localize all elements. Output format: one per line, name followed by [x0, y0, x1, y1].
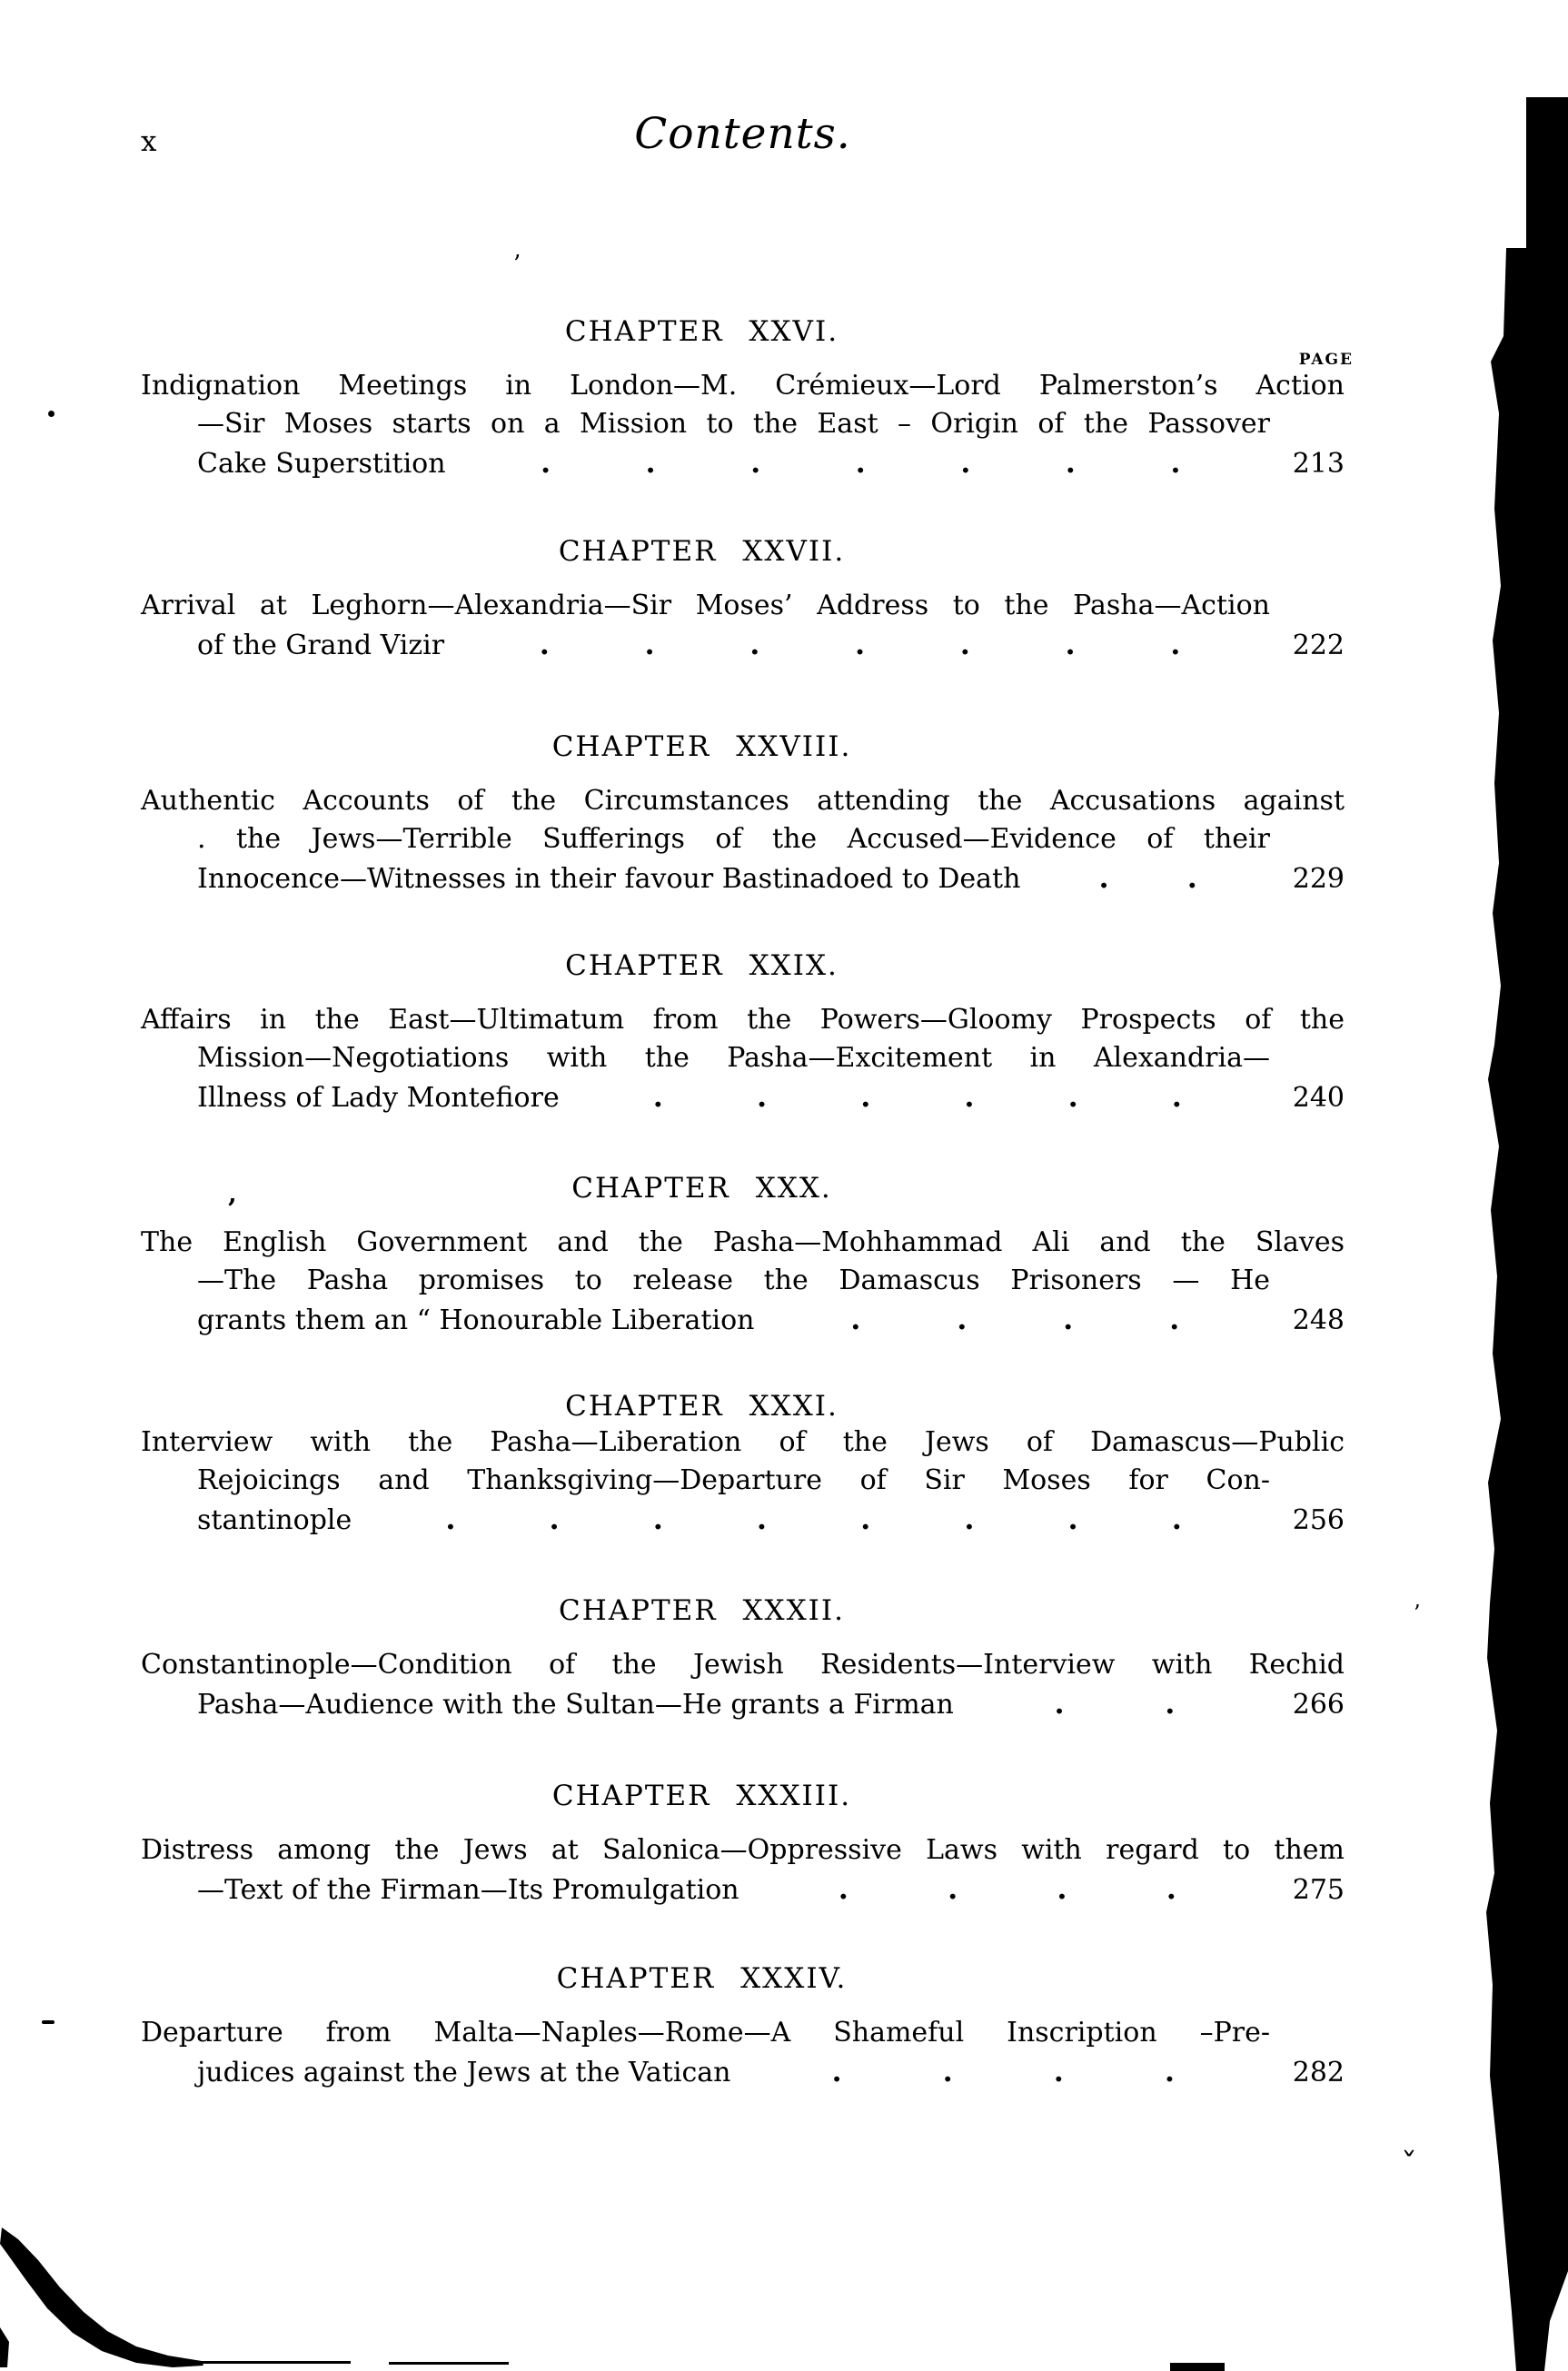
- toc-section: [141, 1779, 1345, 1910]
- scan-line-bottom: [389, 2362, 509, 2365]
- toc-section: [141, 1961, 1345, 2092]
- leader-dots: . . . . . .: [652, 1079, 1182, 1114]
- page-number: 213: [1292, 448, 1345, 480]
- scan-apostrophe-mark: ’: [227, 1194, 237, 1225]
- toc-entry-text: Illness of Lady Montefiore: [197, 1082, 560, 1114]
- scan-speck-left-margin: [42, 2020, 55, 2024]
- toc-entry-line: Mission—Negotiations with the Pasha—Excitement in Alexandria—: [197, 1042, 1270, 1074]
- page-number: 256: [1292, 1504, 1345, 1536]
- chapter-heading: CHAPTER XXXII.: [558, 1594, 846, 1627]
- leader-dots: . .: [1054, 1686, 1176, 1721]
- toc-entry: [141, 367, 1345, 483]
- scan-smudge-bottom-left: [0, 2217, 209, 2371]
- chapter-heading: CHAPTER XXVII.: [558, 535, 846, 568]
- chapter-heading: CHAPTER XXXIII.: [551, 1780, 852, 1812]
- toc-entry-last-line: [141, 1300, 1345, 1340]
- scan-caron-mark: ˇ: [1401, 2148, 1417, 2185]
- leader-dots: . . . . . . .: [540, 445, 1181, 480]
- scan-apostrophe-mark: ’: [1414, 1601, 1421, 1626]
- page-number: 266: [1292, 1689, 1345, 1721]
- toc-entry: [141, 2014, 1345, 2092]
- toc-entry-last-line: [141, 625, 1345, 665]
- toc-entry: [141, 1646, 1345, 1724]
- toc-entry-last-line: [141, 1500, 1345, 1540]
- page-number: 275: [1292, 1874, 1345, 1906]
- leader-dots: . . . .: [838, 1871, 1176, 1906]
- toc-entry-last-line: [141, 1077, 1345, 1117]
- leader-dots: . . . . . . .: [539, 627, 1181, 661]
- toc-entry: [141, 782, 1345, 898]
- leader-dots: . .: [1098, 860, 1197, 895]
- toc-entry: [141, 1001, 1345, 1117]
- toc-section: [141, 314, 1345, 483]
- leader-dots: . . . .: [850, 1302, 1180, 1336]
- page-number: 222: [1292, 630, 1345, 661]
- toc-entry-line: —Sir Moses starts on a Mission to the East – Origin of the Passover: [197, 408, 1270, 440]
- folio-number: x: [141, 125, 157, 158]
- chapter-heading: CHAPTER XXXIV.: [556, 1962, 848, 1995]
- toc-entry-text: stantinople: [197, 1504, 352, 1536]
- toc-entry-last-line: [141, 443, 1345, 483]
- page-column-label: PAGE: [1298, 351, 1354, 369]
- page-number: 248: [1292, 1305, 1345, 1336]
- toc-entry-line: Arrival at Leghorn—Alexandria—Sir Moses’ Address to the Pasha—Action: [141, 590, 1270, 621]
- toc-section: [141, 1171, 1345, 1340]
- toc-entry-last-line: [141, 1870, 1345, 1910]
- toc-entry: [141, 1224, 1345, 1340]
- scan-bar-bottom: [1170, 2363, 1225, 2371]
- toc-entry-line: Distress among the Jews at Salonica—Oppressive Laws with regard to them: [141, 1834, 1345, 1866]
- leader-dots: . . . . . . . .: [445, 1502, 1182, 1536]
- toc-entry-text: Pasha—Audience with the Sultan—He grants a Firman: [197, 1689, 954, 1721]
- leader-dots: . . . .: [831, 2054, 1175, 2088]
- toc-section: [141, 729, 1345, 898]
- scan-line-bottom: [189, 2361, 351, 2364]
- toc-entry-line: . the Jews—Terrible Sufferings of the Accused—Evidence of their: [197, 823, 1270, 855]
- page-number: 240: [1292, 1082, 1345, 1114]
- toc-section: [141, 1593, 1345, 1724]
- toc-entry-last-line: [141, 858, 1345, 898]
- toc-entry-text: grants them an “ Honourable Liberation: [197, 1305, 755, 1336]
- scan-band-right-edge: [1481, 91, 1568, 2371]
- page-number: 282: [1292, 2057, 1345, 2088]
- toc-entry-line: Indignation Meetings in London—M. Crémieux—Lord Palmerston’s Action: [141, 370, 1345, 402]
- toc-entry-line: Affairs in the East—Ultimatum from the Powers—Gloomy Prospects of the: [141, 1004, 1345, 1036]
- toc-entry-line: Departure from Malta—Naples—Rome—A Shameful Inscription –Pre-: [141, 2017, 1270, 2049]
- chapter-heading: CHAPTER XXX.: [571, 1172, 832, 1205]
- toc-entry-line: Authentic Accounts of the Circumstances attending the Accusations against: [141, 785, 1345, 817]
- toc-entry-text: of the Grand Vizir: [197, 630, 445, 661]
- toc-entry-line: Constantinople—Condition of the Jewish Residents—Interview with Rechid: [141, 1649, 1345, 1681]
- toc-section: [141, 948, 1345, 1117]
- toc-entry-line: —The Pasha promises to release the Damascus Prisoners — He: [197, 1265, 1270, 1296]
- toc-entry-last-line: [141, 1684, 1345, 1724]
- toc-entry-last-line: [141, 2052, 1345, 2092]
- chapter-heading: CHAPTER XXVIII.: [551, 730, 852, 763]
- toc-entry-text: judices against the Jews at the Vatican: [197, 2057, 731, 2088]
- chapter-heading: CHAPTER XXXI.: [565, 1390, 839, 1423]
- toc-entry-text: Cake Superstition: [197, 448, 446, 480]
- toc-entry-text: Innocence—Witnesses in their favour Bastinadoed to Death: [197, 863, 1021, 895]
- toc-entry: [141, 587, 1345, 665]
- scan-comma-mark: ’: [513, 251, 521, 278]
- toc-entry-text: —Text of the Firman—Its Promulgation: [197, 1874, 739, 1906]
- scan-speck-left-margin: [48, 411, 55, 417]
- toc-entry: [141, 1424, 1345, 1540]
- chapter-heading: CHAPTER XXIX.: [565, 949, 839, 982]
- toc-section: [141, 1389, 1345, 1540]
- page-title: Contents.: [634, 109, 851, 159]
- toc-entry-line: The English Government and the Pasha—Mohhammad Ali and the Slaves: [141, 1226, 1345, 1258]
- toc-entry-line: Rejoicings and Thanksgiving—Departure of Sir Moses for Con-: [197, 1464, 1270, 1496]
- toc-entry-line: Interview with the Pasha—Liberation of the Jews of Damascus—Public: [141, 1426, 1345, 1458]
- page-number: 229: [1292, 863, 1345, 895]
- scan-sliver-bottom-left: [0, 2327, 9, 2367]
- toc-section: [141, 534, 1345, 665]
- toc-entry: [141, 1831, 1345, 1910]
- chapter-heading: CHAPTER XXVI.: [564, 315, 839, 348]
